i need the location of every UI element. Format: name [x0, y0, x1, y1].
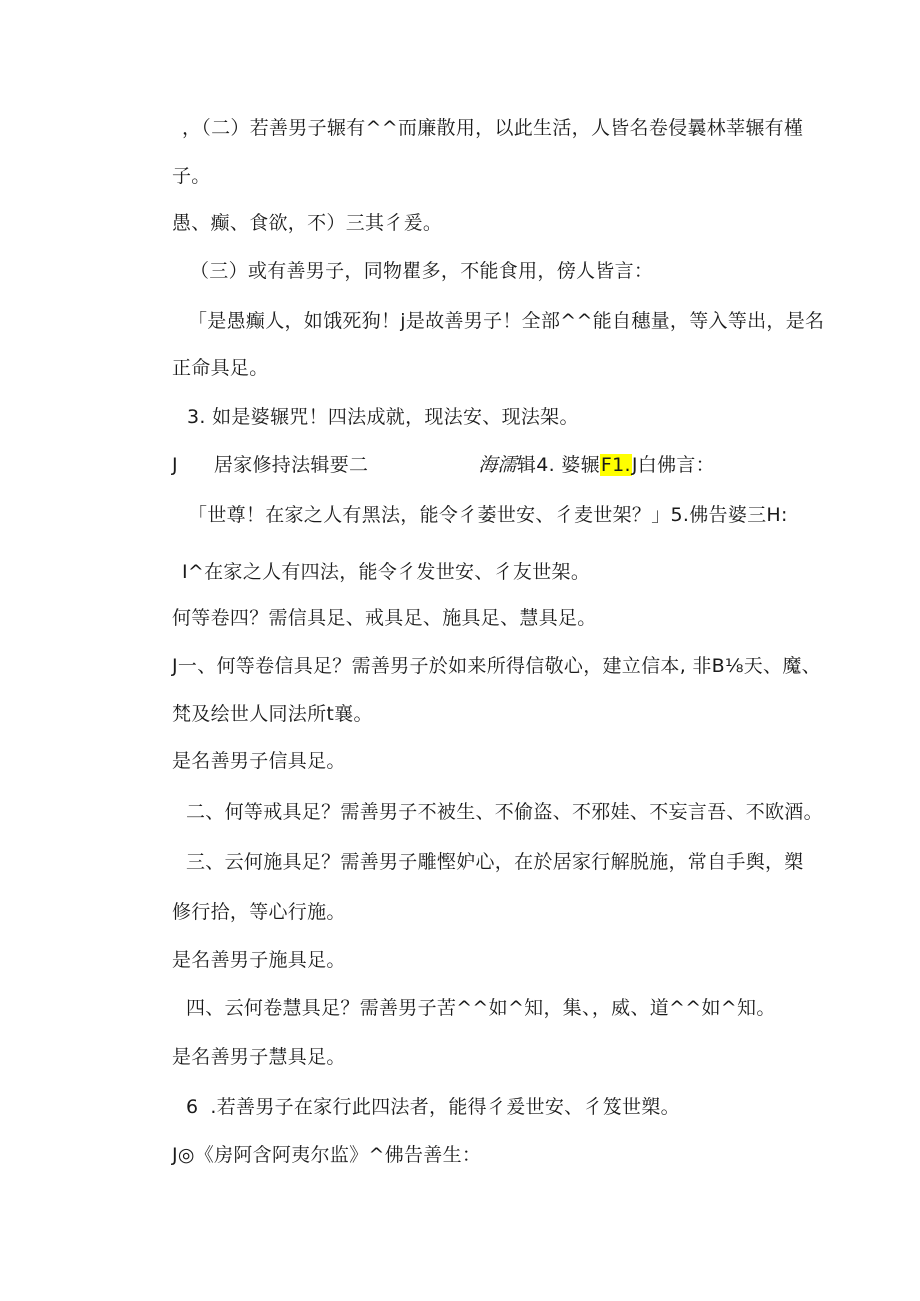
text-line-11: 何等卷四？需信具足、戒具足、施具足、慧具足。	[172, 607, 597, 629]
text-line-12: J一、何等卷信具足？需善男子於如来所得信敬心，建立信本, 非B⅛天、魔、	[172, 655, 821, 677]
text-line-16: 三、云何施具足？需善男子雕慳妒心，在於居家行解脱施，常自手舆，槊	[186, 851, 804, 873]
text-line-7: 3. 如是婆辗咒！四法成就，现法安、现法架。	[187, 406, 579, 428]
text-line-14: 是名善男子信具足。	[172, 750, 346, 772]
text-line-1: ，（二）若善男子辗有^^而廉散用，以此生活，人皆名卷侵曩林莘辗有槿	[182, 117, 804, 139]
text-line-18: 是名善男子施具足。	[172, 949, 346, 971]
line-8-italic: 海濡	[478, 454, 517, 476]
text-line-21	[186, 1095, 680, 1119]
text-line-19: 四、云何卷慧具足？需善男子苦^^如^知，集、，威、道^^如^知。	[186, 997, 776, 1019]
line-8-heading: 居家修持法辑要二	[213, 454, 369, 476]
item-number: 6	[186, 1096, 199, 1118]
text-line-13: 梵及绘世人同法所t襄。	[172, 703, 373, 725]
text-line-5: 「是愚癫人，如饿死狗！j是故善男子！全部^^能自穗量，等入等出，是名	[188, 310, 825, 332]
text-line-15: 二、何等戒具足？需善男子不被生、不偷盗、不邪娃、不妄言吾、不欧酒。	[186, 801, 823, 823]
text-line-9: 「世尊！在家之人有黑法，能令彳萎世安、彳麦世架？」5.佛告婆三H:	[188, 504, 788, 526]
text-line-20: 是名善男子慧具足。	[172, 1046, 346, 1068]
text-line-3: 愚、癫、食欲，不）三其彳爰。	[172, 212, 443, 234]
line-21-text: .若善男子在家行此四法者，能得彳爰世安、彳笈世槊。	[210, 1096, 680, 1118]
text-line-4: （三）或有善男子，同物瞿多，不能食用，傍人皆言：	[190, 260, 654, 282]
text-line-8	[172, 453, 715, 477]
text-line-22: J◎《房阿含阿夷尔监》^佛告善生：	[172, 1144, 482, 1166]
text-line-6: 正命具足。	[172, 357, 269, 379]
text-line-10: I^在家之人有四法，能令彳发世安、彳友世架。	[182, 561, 591, 583]
text-line-17: 修行拾，等心行施。	[172, 901, 346, 923]
line-8-marker: J	[172, 454, 178, 476]
highlighted-text: F1.	[600, 454, 631, 476]
line-8-mid: 辑4. 婆辗	[516, 454, 600, 476]
text-line-2: 子。	[172, 165, 211, 187]
line-8-end: J白佛言：	[631, 454, 715, 476]
